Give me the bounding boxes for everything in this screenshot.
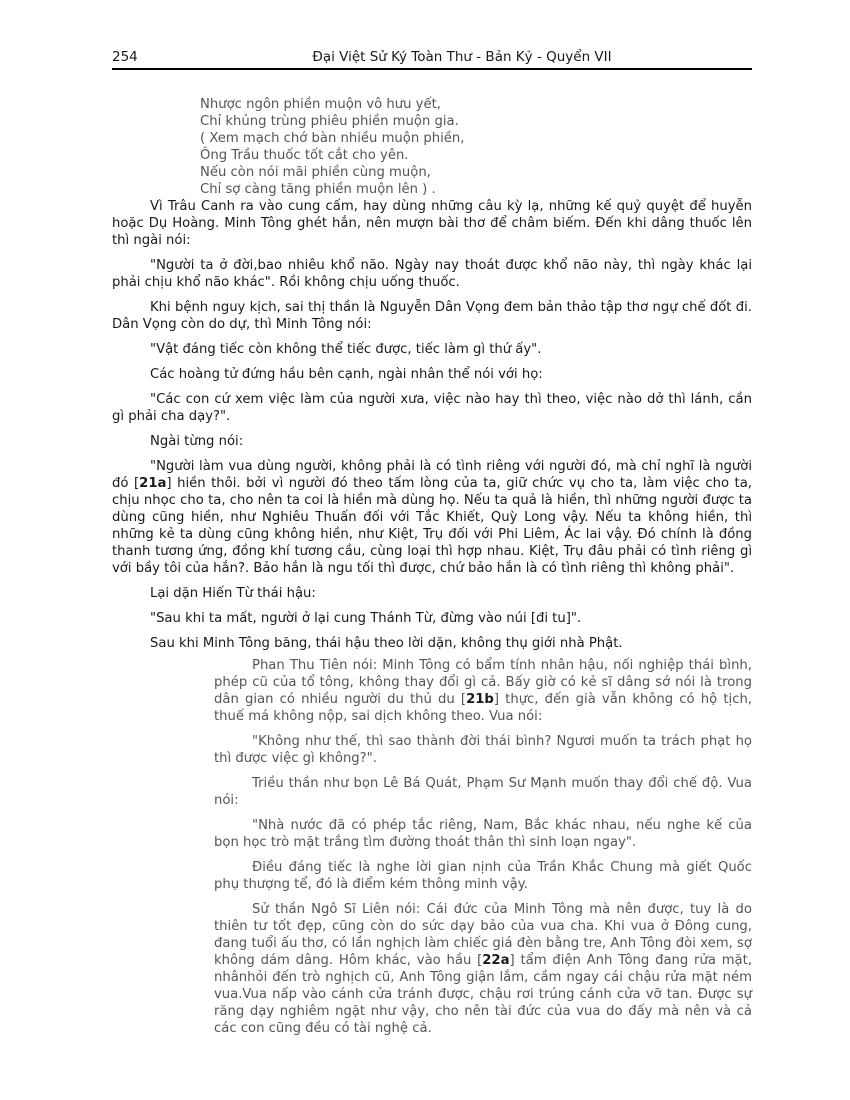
folio-reference: 21b [466,692,494,707]
paragraph: Sau khi Minh Tông băng, thái hậu theo lời dặn, không thụ giới nhà Phật. [150,636,623,651]
commentary-text: ] tẩm điện Anh Tông đang rửa mặt, nhânhỏi đến trò nghịch cũ, Anh Tông giận lắm, cầm ngay cái chậu rửa mặt ném vua.Vua nấp vào cánh cửa tránh được, chậu rơi trúng cánh cửa vỡ tan. Được sự răng dạy nghiêm ngặt như vậy, cho nên tài đức của vua do đấy mà nên và cả các con cũng đều có tài nghệ cả. [214,953,752,1036]
paragraph: Vì Trâu Canh ra vào cung cấm, hay dùng những câu kỳ lạ, những kế quỷ quyệt để huyễn hoặc Dụ Hoàng. Minh Tông ghét hắn, nên mượn bài thơ để châm biếm. Đến khi dâng thuốc lên thì ngài nói: [112,199,752,248]
quote-paragraph: "Sau khi ta mất, người ở lại cung Thánh Từ, đừng vào núi [đi tu]". [150,611,582,626]
poem-line: Chỉ sợ càng tăng phiền muộn lên ) . [200,182,436,197]
quote-text: ] hiền thôi. bởi vì người đó theo tấm lòng của ta, giữ chức vụ cho ta, làm việc cho ta, chịu nhọc cho ta, cho nên ta coi là hiền mà dùng họ. Nếu ta quả là hiền, thì những người được ta dùng cũng hiền, như Nghiêu Thuấn đối với Tắc Khiết, Quỳ Long vậy. Nếu ta không hiền, thì những kẻ ta dùng cũng không hiền, như Kiệt, Trụ đối với Phi Liêm, Ác lai vậy. Đó chính là đồng thanh tương ứng, đồng khí tương cầu, cùng loại thì hợp nhau. Kiệt, Trụ đâu phải có tình riêng gì với bầy tôi của hắn?. Bảo hắn là ngu tối thì được, chứ bảo hắn là có tình riêng thì không phải". [112,476,753,576]
commentary-paragraph: Triều thần như bọn Lê Bá Quát, Phạm Sư Mạnh muốn thay đổi chế độ. Vua nói: [214,776,752,808]
quote-paragraph: "Các con cứ xem việc làm của người xưa, việc nào hay thì theo, việc nào dở thì lánh, cần gì phải cha dạy?". [112,392,752,424]
commentary-quote: "Nhà nước đã có phép tắc riêng, Nam, Bắc khác nhau, nếu nghe kế của bọn học trò mặt trắng tìm đường thoát thân thì sinh loạn ngay". [214,818,752,850]
commentary-text: ] thực, đến già vẫn không có hộ tịch, thuế má không nộp, sai dịch không theo. Vua nói: [214,692,752,724]
folio-reference: 21a [139,476,167,491]
page-header [112,49,752,69]
paragraph: Khi bệnh nguy kịch, sai thị thần là Nguyễn Dân Vọng đem bản thảo tập thơ ngự chế đốt đi. Dân Vọng còn do dự, thì Minh Tông nói: [112,300,752,332]
quote-paragraph [112,458,752,577]
poem-line: ( Xem mạch chớ bàn nhiều muộn phiền, [200,131,465,146]
poem-line: Chỉ khủng trùng phiêu phiền muộn gia. [200,114,459,129]
commentary-paragraph: Điều đáng tiếc là nghe lời gian nịnh của Trần Khắc Chung mà giết Quốc phụ thượng tể, đó là điểm kém thông minh vậy. [214,860,752,892]
quote-text: "Người làm vua dùng người, không phải là có tình riêng với người đó, mà chỉ nghĩ là người đó [ [112,459,752,491]
paragraph: Ngài từng nói: [150,434,244,449]
folio-reference: 22a [482,953,510,968]
commentary-paragraph [214,901,752,1037]
paragraph: Lại dặn Hiến Từ thái hậu: [150,586,316,601]
poem [112,96,752,198]
commentary-paragraph [214,657,752,725]
poem-line: Nhược ngôn phiền muộn vô hưu yết, [200,97,441,112]
commentary-quote: "Không như thế, thì sao thành đời thái bình? Ngươi muốn ta trách phạt họ thì được việc gì không?". [214,734,752,766]
commentary-text: Sử thần Ngô Sĩ Liên nói: Cái đức của Minh Tông mà nên được, tuy là do thiên tư tốt đẹp, cũng còn do sức dạy bảo của vua cha. Khi vua ở Đông cung, đang tuổi ấu thơ, có lần nghịch làm chiếc giá đèn bằng tre, Anh Tông đòi xem, sợ không dám dâng. Hôm khác, vào hầu [ [214,902,752,968]
commentary-block [214,657,752,1037]
quote-paragraph: "Vật đáng tiếc còn không thể tiếc được, tiếc làm gì thứ ấy". [150,342,542,357]
page-body [112,96,752,1037]
poem-line: Nếu còn nói mãi phiền cùng muộn, [200,165,431,180]
poem-line: Ông Trầu thuốc tốt cắt cho yên. [200,148,409,163]
header-rule [112,68,752,70]
quote-paragraph: "Người ta ở đời,bao nhiêu khổ não. Ngày nay thoát được khổ não này, thì ngày khác lại phải chịu khổ não khác". Rồi không chịu uống thuốc. [112,258,752,290]
paragraph: Các hoàng tử đứng hầu bên cạnh, ngài nhân thể nói với họ: [150,367,543,382]
page-number: 254 [112,49,138,65]
running-title: Đại Việt Sử Ký Toàn Thư - Bản Kỷ - Quyển VII [312,49,612,65]
commentary-text: Phan Thu Tiên nói: Minh Tông có bẩm tính nhân hậu, nối nghiệp thái bình, phép cũ của tổ tông, không thay đổi gì cả. Bấy giờ có kẻ sĩ dâng sớ nói là trong dân gian có nhiều người du thủ du [ [214,658,752,707]
